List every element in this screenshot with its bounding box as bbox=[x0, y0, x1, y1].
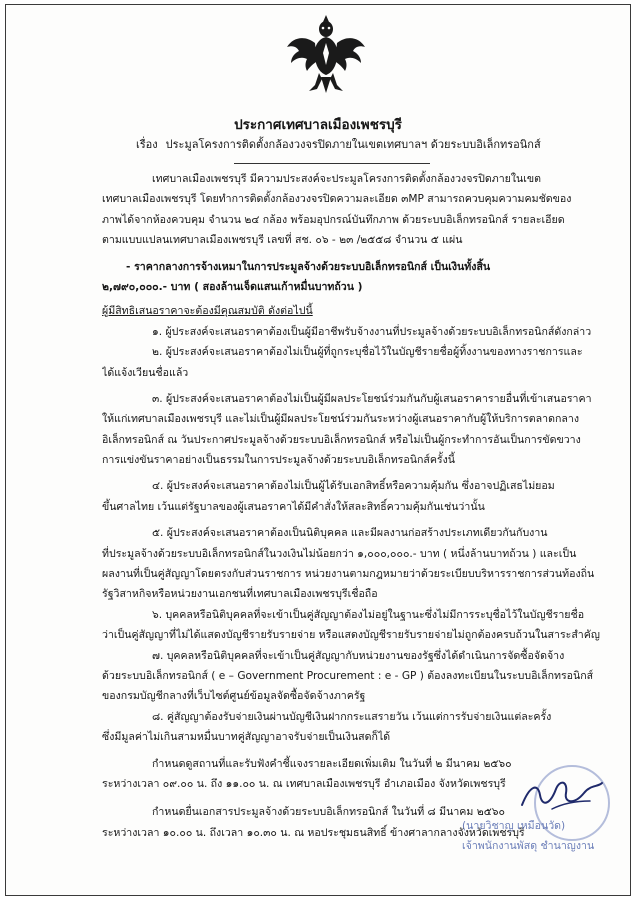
qualification-item-cont: ผลงานที่เป็นคู่สัญญาโดยตรงกับส่วนราชการ หน่วยงานตามกฎหมายว่าด้วยระเบียบบริหารราชการส่วนท้องถิ่น bbox=[102, 568, 595, 581]
qualification-item-cont: ด้วยระบบอิเล็กทรอนิกส์ ( e – Government Procurement : e - GP ) ต้องลงทะเบียนในระบบอิเล็กทรอนิกส์ bbox=[102, 669, 594, 682]
qualification-item: ๕. ผู้ประสงค์จะเสนอราคาต้องเป็นนิติบุคคล และมีผลงานก่อสร้างประเภทเดียวกันกับงาน bbox=[152, 527, 548, 540]
intro-line: ตามแบบแปลนเทศบาลเมืองเพชรบุรี เลขที่ สช. ๐๖ - ๒๓ /๒๕๕๘ จำนวน ๕ แผ่น bbox=[102, 234, 463, 247]
qualification-item-cont: การแข่งขันราคาอย่างเป็นธรรมในการประมูลจ้างด้วยระบบอิเล็กทรอนิกส์ครั้งนี้ bbox=[102, 454, 456, 467]
subject-text: ประมูลโครงการติดตั้งกล้องวงจรปิดภายในเขตเทศบาลฯ ด้วยระบบอิเล็กทรอนิกส์ bbox=[165, 138, 541, 151]
qualification-item-cont: ของกรมบัญชีกลางที่เว็บไซต์ศูนย์ข้อมูลจัดซื้อจัดจ้างภาครัฐ bbox=[102, 690, 366, 703]
submission-date: กำหนดยื่นเอกสารประมูลจ้างด้วยระบบอิเล็กทรอนิกส์ ในวันที่ ๘ มีนาคม ๒๕๖๐ bbox=[152, 806, 505, 819]
qualification-item-cont: ที่ประมูลจ้างด้วยระบบอิเล็กทรอนิกส์ในวงเงินไม่น้อยกว่า ๑,๐๐๐,๐๐๐.- บาท ( หนึ่งล้านบาทถ้วน ) และเป็น bbox=[102, 547, 577, 560]
garuda-emblem-icon bbox=[285, 13, 367, 95]
announcement-page bbox=[5, 4, 631, 896]
subject-label: เรื่อง bbox=[136, 138, 158, 151]
signer-position: เจ้าพนักงานพัสดุ ชำนาญงาน bbox=[462, 840, 595, 852]
qualification-item-cont: รัฐวิสาหกิจหรือหน่วยงานเอกชนที่เทศบาลเมืองเพชรบุรีเชื่อถือ bbox=[102, 588, 378, 601]
qualification-item-cont: อิเล็กทรอนิกส์ ณ วันประกาศประมูลจ้างด้วยระบบอิเล็กทรอนิกส์ หรือไม่เป็นผู้กระทำการอันเป็นการขัดขวาง bbox=[102, 433, 581, 446]
title-underline bbox=[234, 163, 430, 164]
qualification-item: ๔. ผู้ประสงค์จะเสนอราคาต้องไม่เป็นผู้ได้รับเอกสิทธิ์หรือความคุ้มกัน ซึ่งอาจปฏิเสธไม่ยอม bbox=[152, 480, 555, 493]
site-visit-time: ระหว่างเวลา ๐๙.๐๐ น. ถึง ๑๑.๐๐ น. ณ เทศบาลเมืองเพชรบุรี อำเภอเมือง จังหวัดเพชรบุรี bbox=[102, 777, 506, 790]
qualification-item: ๖. บุคคลหรือนิติบุคคลที่จะเข้าเป็นคู่สัญญาต้องไม่อยู่ในฐานะซึ่งไม่มีการระบุชื่อไว้ในบัญชีรายชื่อ bbox=[152, 608, 585, 621]
qualification-item-cont: ซึ่งมีมูลค่าไม่เกินสามหมื่นบาทคู่สัญญาอาจรับจ่ายเป็นเงินสดก็ได้ bbox=[102, 731, 391, 744]
submission-time: ระหว่างเวลา ๑๐.๐๐ น. ถึงเวลา ๑๐.๓๐ น. ณ หอประชุมธนสิทธิ์ ข้างศาลากลางจังหวัดเพชรบุรี bbox=[102, 826, 525, 839]
announcement-body bbox=[102, 169, 602, 843]
qualification-item: ๘. คู่สัญญาต้องรับจ่ายเงินผ่านบัญชีเงินฝากกระแสรายวัน เว้นแต่การรับจ่ายเงินแต่ละครั้ง bbox=[152, 710, 552, 723]
qualification-item-cont: ให้แก่เทศบาลเมืองเพชรบุรี และไม่เป็นผู้มีผลประโยชน์ร่วมกันระหว่างผู้เสนอราคากับผู้ให้บริการตลาดกลาง bbox=[102, 413, 580, 426]
qualification-item: ๗. บุคคลหรือนิติบุคคลที่จะเข้าเป็นคู่สัญญากับหน่วยงานของรัฐซึ่งได้ดำเนินการจัดซื้อจัดจ้าง bbox=[152, 649, 565, 662]
handwritten-signature bbox=[516, 775, 606, 815]
qualification-item-cont: ขึ้นศาลไทย เว้นแต่รัฐบาลของผู้เสนอราคาได้มีคำสั่งให้สละสิทธิ์ความคุ้มกันเช่นว่านั้น bbox=[102, 500, 485, 513]
subject-line bbox=[136, 135, 541, 153]
intro-line: เทศบาลเมืองเพชรบุรี มีความประสงค์จะประมูลโครงการติดตั้งกล้องวงจรปิดภายในเขต bbox=[152, 173, 542, 185]
qualifications-heading: ผู้มีสิทธิเสนอราคาจะต้องมีคุณสมบัติ ดังต่อไปนี้ bbox=[102, 305, 313, 318]
qualification-item: ๓. ผู้ประสงค์จะเสนอราคาต้องไม่เป็นผู้มีผลประโยชน์ร่วมกันกับผู้เสนอราคารายอื่นที่เข้าเสนอราคา bbox=[152, 392, 592, 405]
qualification-item-cont: ได้แจ้งเวียนชื่อแล้ว bbox=[102, 366, 189, 379]
intro-line: เทศบาลเมืองเพชรบุรี โดยทำการติดตั้งกล้องวงจรปิดความละเอียด ๓MP สามารถควบคุมความคมชัดของ bbox=[102, 193, 572, 206]
site-visit-date: กำหนดดูสถานที่และรับฟังคำชี้แจงรายละเอียดเพิ่มเติม ในวันที่ ๒ มีนาคม ๒๕๖๐ bbox=[152, 757, 512, 770]
qualification-item: ๒. ผู้ประสงค์จะเสนอราคาต้องไม่เป็นผู้ที่ถูกระบุชื่อไว้ในบัญชีรายชื่อผู้ทิ้งงานของทางราชการและ bbox=[152, 346, 583, 359]
qualification-item-cont: ว่าเป็นคู่สัญญาที่ไม่ได้แสดงบัญชีรายรับรายจ่าย หรือแสดงบัญชีรายรับรายจ่ายไม่ถูกต้องครบถ้วนในสาระสำคัญ bbox=[102, 629, 600, 642]
median-price-amount: ๒,๗๙๐,๐๐๐.- บาท ( สองล้านเจ็ดแสนเก้าหมื่นบาทถ้วน ) bbox=[102, 280, 363, 293]
intro-line: ภาพได้จากห้องควบคุม จำนวน ๒๔ กล้อง พร้อมอุปกรณ์บันทึกภาพ ด้วยระบบอิเล็กทรอนิกส์ รายละเอียด bbox=[102, 213, 565, 226]
qualification-item: ๑. ผู้ประสงค์จะเสนอราคาต้องเป็นผู้มีอาชีพรับจ้างงานที่ประมูลจ้างด้วยระบบอิเล็กทรอนิกส์ดังกล่าว bbox=[152, 325, 592, 338]
signer-name: (นายวิชาญ เหมือนวัด) bbox=[462, 820, 566, 832]
announcement-title: ประกาศเทศบาลเมืองเพชรบุรี bbox=[234, 117, 402, 133]
median-price-line: - ราคากลางการจ้างเหมาในการประมูลจ้างด้วยระบบอิเล็กทรอนิกส์ เป็นเงินทั้งสิ้น bbox=[126, 260, 491, 273]
